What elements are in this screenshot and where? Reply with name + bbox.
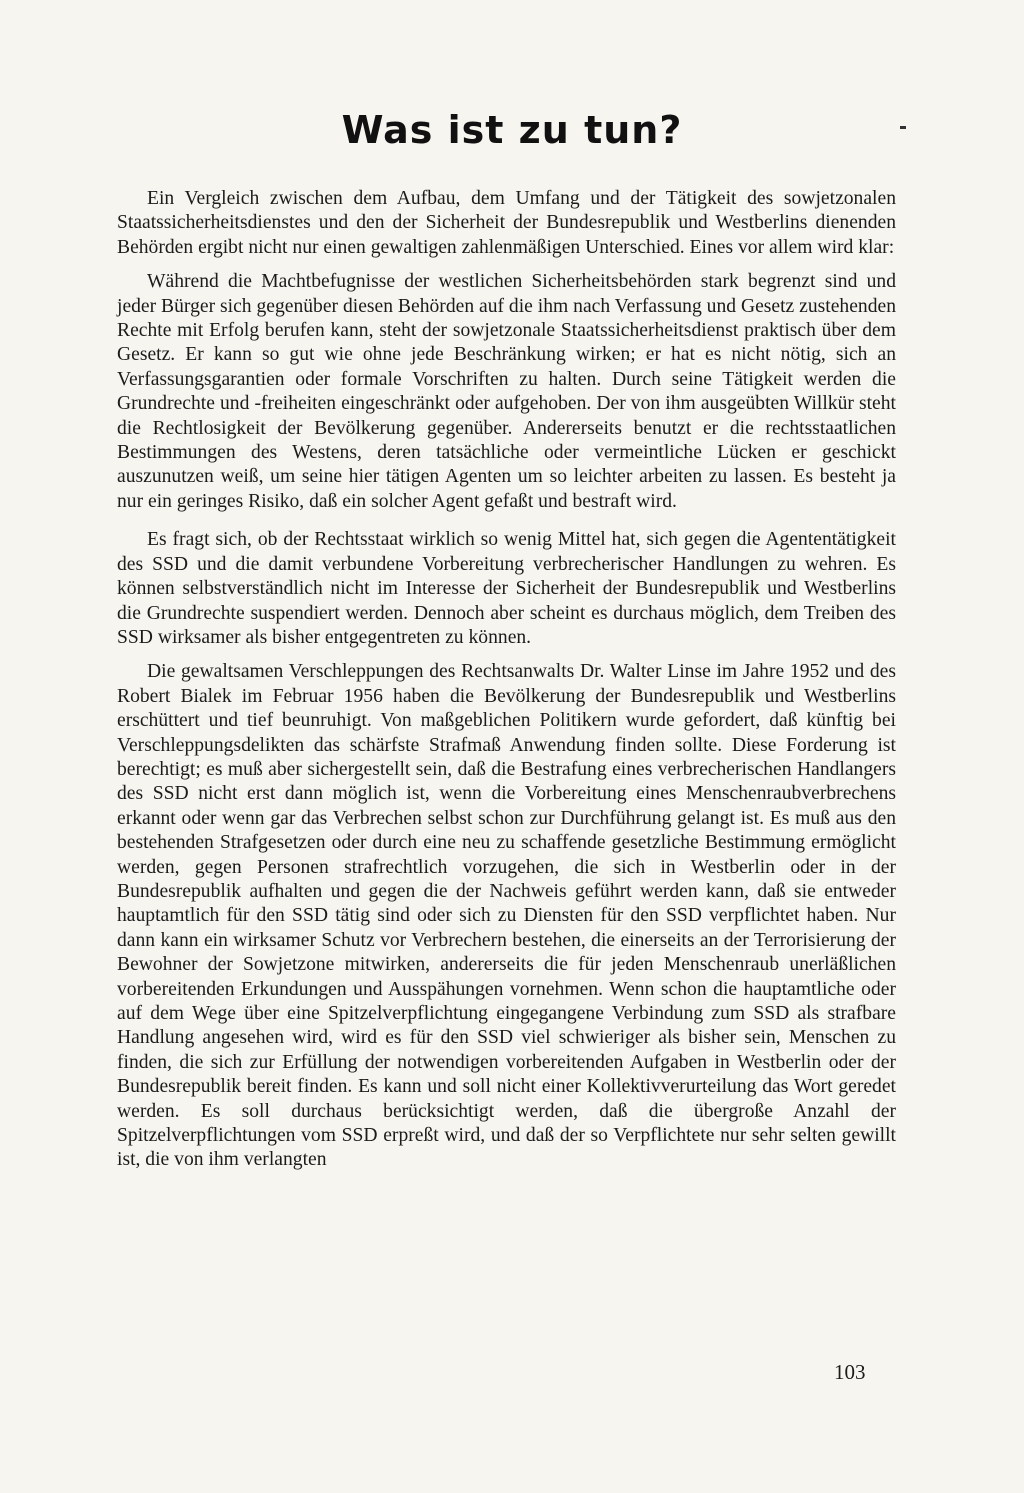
page-title: Was ist zu tun? <box>341 108 683 152</box>
paragraph-2: Während die Machtbefugnisse der westlichen Sicherheitsbehörden stark begrenzt sind und jeder Bürger sich gegenüber diesen Behörden auf die ihm nach Verfassung und Gesetz zustehenden Rechte mit Erfolg berufen kann, steht der sowjetzonale Staatssicherheitsdienst praktisch über dem Gesetz. Er kann so gut wie ohne jede Beschränkung wirken; er hat es nicht nötig, sich an Verfassungsgarantien oder formale Vorschriften zu halten. Durch seine Tätigkeit werden die Grundrechte und -freiheiten eingeschränkt oder aufgehoben. Der von ihm ausgeübten Willkür steht die Rechtlosigkeit der Bevölkerung gegenüber. Andererseits benutzt er die rechtsstaatlichen Bestimmungen des Westens, deren tatsächliche oder vermeintliche Lücken er geschickt auszunutzen weiß, um seine hier tätigen Agenten um so leichter arbeiten zu lassen. Es besteht ja nur ein geringes Risiko, daß ein solcher Agent gefaßt und bestraft wird. <box>117 271 896 512</box>
stray-ink-mark <box>900 126 906 129</box>
paragraph-3: Es fragt sich, ob der Rechtsstaat wirklich so wenig Mittel hat, sich gegen die Agententätigkeit des SSD und die damit verbundene Vorbereitung verbrecherischer Handlungen zu wehren. Es können selbstverständlich nicht im Interesse der Sicherheit der Bundesrepublik und Westberlins die Grundrechte suspendiert werden. Dennoch aber scheint es durchaus möglich, dem Treiben des SSD wirksamer als bisher entgegentreten zu können. <box>117 529 896 648</box>
paragraph-4: Die gewaltsamen Verschleppungen des Rechtsanwalts Dr. Walter Linse im Jahre 1952 und des Robert Bialek im Februar 1956 haben die Bevölkerung der Bundesrepublik und Westberlins erschüttert und tief beunruhigt. Von maßgeblichen Politikern wurde gefordert, daß künftig bei Verschleppungsdelikten das schärfste Strafmaß Anwendung finden sollte. Diese Forderung ist berechtigt; es muß aber sichergestellt sein, daß die Bestrafung eines verbrecherischen Handlangers des SSD nicht erst dann möglich ist, wenn die Vorbereitung eines Menschenraubverbrechens erkannt oder wenn gar das Verbrechen selbst schon zur Durchführung gelangt ist. Es muß aus den bestehenden Strafgesetzen oder durch eine neu zu schaffende gesetzliche Bestimmung ermöglicht werden, gegen Personen strafrechtlich vorzugehen, die sich in Westberlin oder in der Bundesrepublik aufhalten und gegen die der Nachweis geführt werden kann, daß sie entweder hauptamtlich für den SSD tätig sind oder sich zu Diensten für den SSD verpflichtet haben. Nur dann kann ein wirksamer Schutz vor Verbrechern bestehen, die einerseits an der Terrorisierung der Bewohner der Sowjetzone mitwirken, andererseits die für jeden Menschenraub unerläßlichen vorbereitenden Erkundungen und Ausspähungen vornehmen. Wenn schon die hauptamtliche oder auf dem Wege über eine Spitzelverpflichtung eingegangene Verbindung zum SSD als strafbare Handlung angesehen wird, wird es für den SSD viel schwieriger als bisher sein, Menschen zu finden, die sich zur Erfüllung der notwendigen vorbereitenden Aufgaben in Westberlin oder der Bundesrepublik bereit finden. Es kann und soll nicht einer Kollektivverurteilung das Wort geredet werden. Es soll durchaus berücksichtigt werden, daß die übergroße Anzahl der Spitzelverpflichtungen vom SSD erpreßt wird, und daß der so Verpflichtete nur sehr selten gewillt ist, die von ihm verlangten <box>117 661 896 1171</box>
page-number: 103 <box>834 1360 866 1384</box>
body-text <box>117 187 896 1173</box>
paragraph-1: Ein Vergleich zwischen dem Aufbau, dem Umfang und der Tätigkeit des sowjetzonalen Staatssicherheitsdienstes und den der Sicherheit der Bundesrepublik und Westberlins dienenden Behörden ergibt nicht nur einen gewaltigen zahlenmäßigen Unterschied. Eines vor allem wird klar: <box>117 188 896 258</box>
